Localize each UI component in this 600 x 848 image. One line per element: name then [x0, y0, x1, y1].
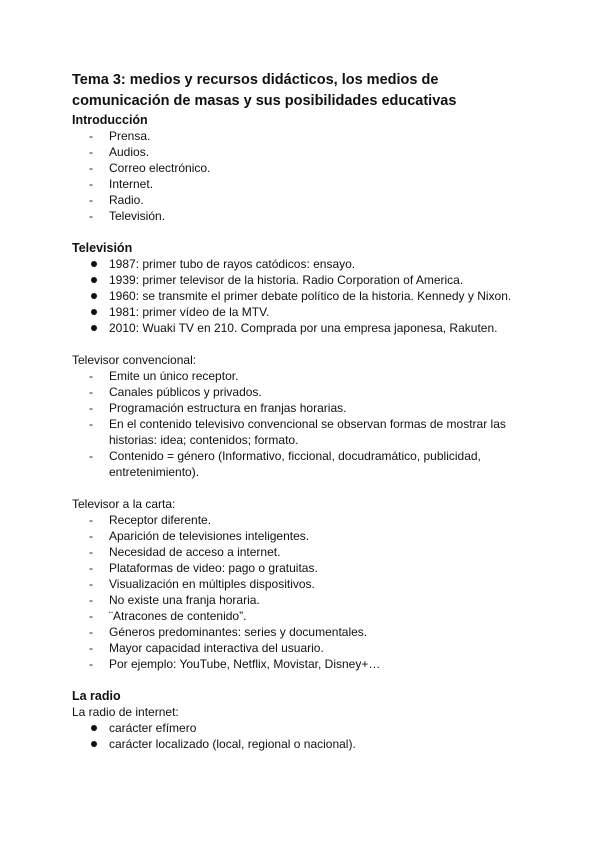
list-item: 1960: se transmite el primer debate político de la historia. Kennedy y Nixon. — [72, 288, 542, 304]
list-item: carácter localizado (local, regional o nacional). — [72, 736, 542, 752]
dash-marker: - — [89, 385, 93, 399]
list-television — [72, 256, 542, 336]
list-item: - Radio. — [89, 193, 144, 207]
list-televisor-a-la-carta — [72, 512, 542, 672]
bullet-icon — [91, 261, 97, 267]
dash-marker: - — [89, 177, 93, 191]
bullet-icon — [91, 309, 97, 315]
list-item: - Receptor diferente. — [89, 513, 212, 527]
dash-marker: - — [89, 145, 93, 159]
list-item: - Mayor capacidad interactiva del usuario. — [89, 641, 324, 655]
list-item: - Audios. — [89, 145, 150, 159]
list-item: - Correo electrónico. — [89, 161, 211, 175]
dash-marker: - — [89, 577, 93, 591]
label-televisor-a-la-carta: Televisor a la carta: — [72, 497, 176, 511]
bullet-icon — [91, 277, 97, 283]
dash-marker: - — [89, 609, 93, 623]
label-radio-de-internet: La radio de internet: — [72, 705, 179, 719]
dash-marker: - — [89, 193, 93, 207]
list-item: - Programación estructura en franjas horarias. — [89, 401, 347, 415]
list-radio — [72, 720, 542, 752]
list-televisor-convencional — [72, 368, 542, 480]
list-item: - Emite un único receptor. — [89, 369, 239, 383]
dash-marker: - — [89, 529, 93, 543]
document-title-line-1: Tema 3: medios y recursos didácticos, los medios de — [72, 72, 439, 88]
bullet-icon — [91, 325, 97, 331]
dash-marker: - — [89, 593, 93, 607]
list-item: 2010: Wuaki TV en 210. Comprada por una empresa japonesa, Rakuten. — [72, 320, 542, 336]
list-item: - Plataformas de video: pago o gratuitas. — [89, 561, 318, 575]
bullet-icon — [91, 293, 97, 299]
list-item: - Canales públicos y privados. — [89, 385, 262, 399]
dash-marker: - — [89, 513, 93, 527]
heading-la-radio: La radio — [72, 689, 121, 703]
bullet-icon — [91, 741, 97, 747]
list-item: - Internet. — [89, 177, 154, 191]
list-item: - Visualización en múltiples dispositivos. — [89, 577, 315, 591]
dash-marker: - — [89, 417, 93, 431]
dash-marker: - — [89, 657, 93, 671]
dash-marker: - — [89, 369, 93, 383]
dash-marker: - — [89, 545, 93, 559]
list-item: - Contenido = género (Informativo, ficcional, docudramático, publicidad, entretenimiento). — [89, 449, 481, 479]
list-item: 1939: primer televisor de la historia. Radio Corporation of America. — [72, 272, 542, 288]
bullet-icon — [91, 725, 97, 731]
list-item: 1981: primer vídeo de la MTV. — [72, 304, 542, 320]
dash-marker: - — [89, 561, 93, 575]
dash-marker: - — [89, 401, 93, 415]
list-item: carácter efímero — [72, 720, 542, 736]
list-item: - Necesidad de acceso a internet. — [89, 545, 281, 559]
heading-introduccion: Introducción — [72, 113, 148, 127]
dash-marker: - — [89, 161, 93, 175]
list-item: - En el contenido televisivo convencional se observan formas de mostrar las historias: idea; contenidos; formato. — [89, 417, 506, 447]
document-page — [72, 70, 542, 752]
list-item: - Prensa. — [89, 129, 151, 143]
document-title-line-2: comunicación de masas y sus posibilidades educativas — [72, 93, 457, 109]
list-introduccion — [72, 128, 542, 224]
list-item: - No existe una franja horaria. — [89, 593, 260, 607]
label-televisor-convencional: Televisor convencional: — [72, 353, 197, 367]
list-item: - Televisión. — [89, 209, 166, 223]
list-item: - Géneros predominantes: series y documentales. — [89, 625, 368, 639]
dash-marker: - — [89, 449, 93, 463]
dash-marker: - — [89, 209, 93, 223]
dash-marker: - — [89, 129, 93, 143]
dash-marker: - — [89, 641, 93, 655]
list-item: - Aparición de televisiones inteligentes. — [89, 529, 310, 543]
list-item: 1987: primer tubo de rayos catódicos: ensayo. — [72, 256, 542, 272]
list-item: - Por ejemplo: YouTube, Netflix, Movistar, Disney+… — [89, 657, 381, 671]
heading-television: Televisión — [72, 241, 133, 255]
dash-marker: - — [89, 625, 93, 639]
list-item: - ¨Atracones de contenido”. — [89, 609, 247, 623]
